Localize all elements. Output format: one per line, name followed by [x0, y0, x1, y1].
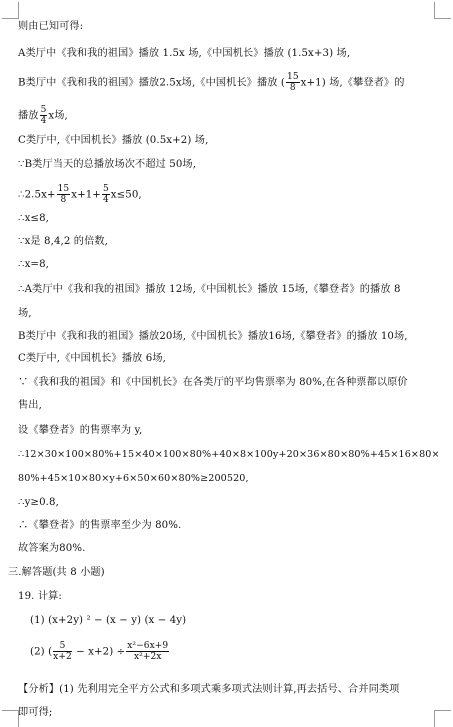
text-line: 则由已知可得:: [18, 21, 84, 32]
text-line: ∴A类厅中《我和我的祖国》播放 12场,《中国机长》播放 15场,《攀登者》的播放 8: [18, 284, 401, 295]
fraction-numerator: 5: [40, 105, 47, 115]
text-line: C类厅中,《中国机长》播放 6场,: [18, 353, 166, 364]
text-segment: x+1+: [71, 189, 101, 201]
section-heading: 三.解答题(共 8 小题): [8, 567, 105, 578]
analysis-text: 即可得;: [18, 707, 53, 718]
fraction-denominator: x+2: [53, 652, 72, 662]
text-line: ∴《攀登者》的售票率至少为 80%.: [18, 520, 182, 531]
fraction: [53, 641, 72, 662]
text-line: 故答案为80%.: [18, 543, 86, 554]
fraction-numerator: 5: [102, 184, 109, 194]
text-segment: − x+2) ÷: [72, 646, 126, 658]
text-line: ∴12×30×100×80%+15×40×100×80%+40×8×100y+20×36×80×80%+45×16×80×: [18, 449, 440, 460]
page-corner-mark: [2, 710, 19, 727]
text-segment: 播放: [18, 110, 39, 122]
text-line: 设《攀登者》的售票率为 y,: [18, 425, 143, 436]
text-segment: ∴2.5x+: [18, 189, 56, 201]
text-line: (1) (x+2y) ² − (x − y) (x − 4y): [30, 615, 187, 626]
text-line: [18, 184, 439, 205]
text-segment: (2) (: [30, 646, 53, 658]
text-line: ∴x=8,: [18, 259, 49, 270]
fraction-denominator: 8: [289, 83, 296, 93]
text-line: ∵《我和我的祖国》和《中国机长》在各类厅的平均售票率为 80%,在各种票都以原价: [18, 377, 408, 388]
fraction-denominator: 8: [60, 195, 67, 205]
text-line: 场,: [18, 308, 32, 319]
text-line: [30, 641, 439, 662]
text-line: C类厅中,《中国机长》播放 (0.5x+2) 场,: [18, 135, 209, 146]
text-line: A类厅中《我和我的祖国》播放 1.5x 场,《中国机长》播放 (1.5x+3) 场,: [18, 48, 351, 59]
text-line: ∴x≤8,: [18, 213, 49, 224]
text-line: B类厅中《我和我的祖国》播放20场,《中国机长》播放16场,《攀登者》的播放 10场,: [18, 331, 408, 342]
fraction: [40, 105, 48, 126]
text-line: 80%+45×10×80×y+6×50×60×80%≥200520,: [18, 473, 249, 484]
fraction-numerator: x²−6x+9: [127, 641, 169, 651]
question-number: 19. 计算:: [18, 591, 62, 602]
text-line: ∵x是 8,4,2 的倍数,: [18, 236, 109, 247]
text-line: ∴y≥0.8,: [18, 497, 59, 508]
fraction-numerator: 15: [287, 72, 299, 82]
page-corner-mark: [2, 2, 19, 19]
fraction-numerator: 5: [53, 641, 72, 652]
fraction-numerator: 15: [57, 184, 70, 194]
text-segment: x场,: [48, 110, 68, 122]
fraction: [286, 72, 300, 93]
analysis-text: 【分析】(1) 先利用完全平方公式和多项式乘多项式法则计算,再去括号、合并同类项: [18, 684, 400, 695]
text-segment: B类厅中《我和我的祖国》播放2.5x场,《中国机长》播放 (: [18, 77, 286, 89]
fraction: [126, 641, 169, 662]
fraction: [102, 184, 110, 205]
text-line: [18, 105, 439, 126]
fraction: [57, 184, 71, 205]
fraction-denominator: x²+2x: [133, 652, 162, 662]
fraction-denominator: 4: [102, 195, 109, 205]
fraction-denominator: 4: [40, 116, 47, 126]
text-segment: x≤50,: [110, 189, 142, 201]
text-line: 售出,: [18, 400, 42, 411]
text-segment: x+1) 场,《攀登者》的: [300, 77, 405, 89]
text-line: ∵B类厅当天的总播放场次不超过 50场,: [18, 159, 197, 170]
text-line: [18, 72, 439, 93]
page-corner-mark: [434, 2, 451, 19]
